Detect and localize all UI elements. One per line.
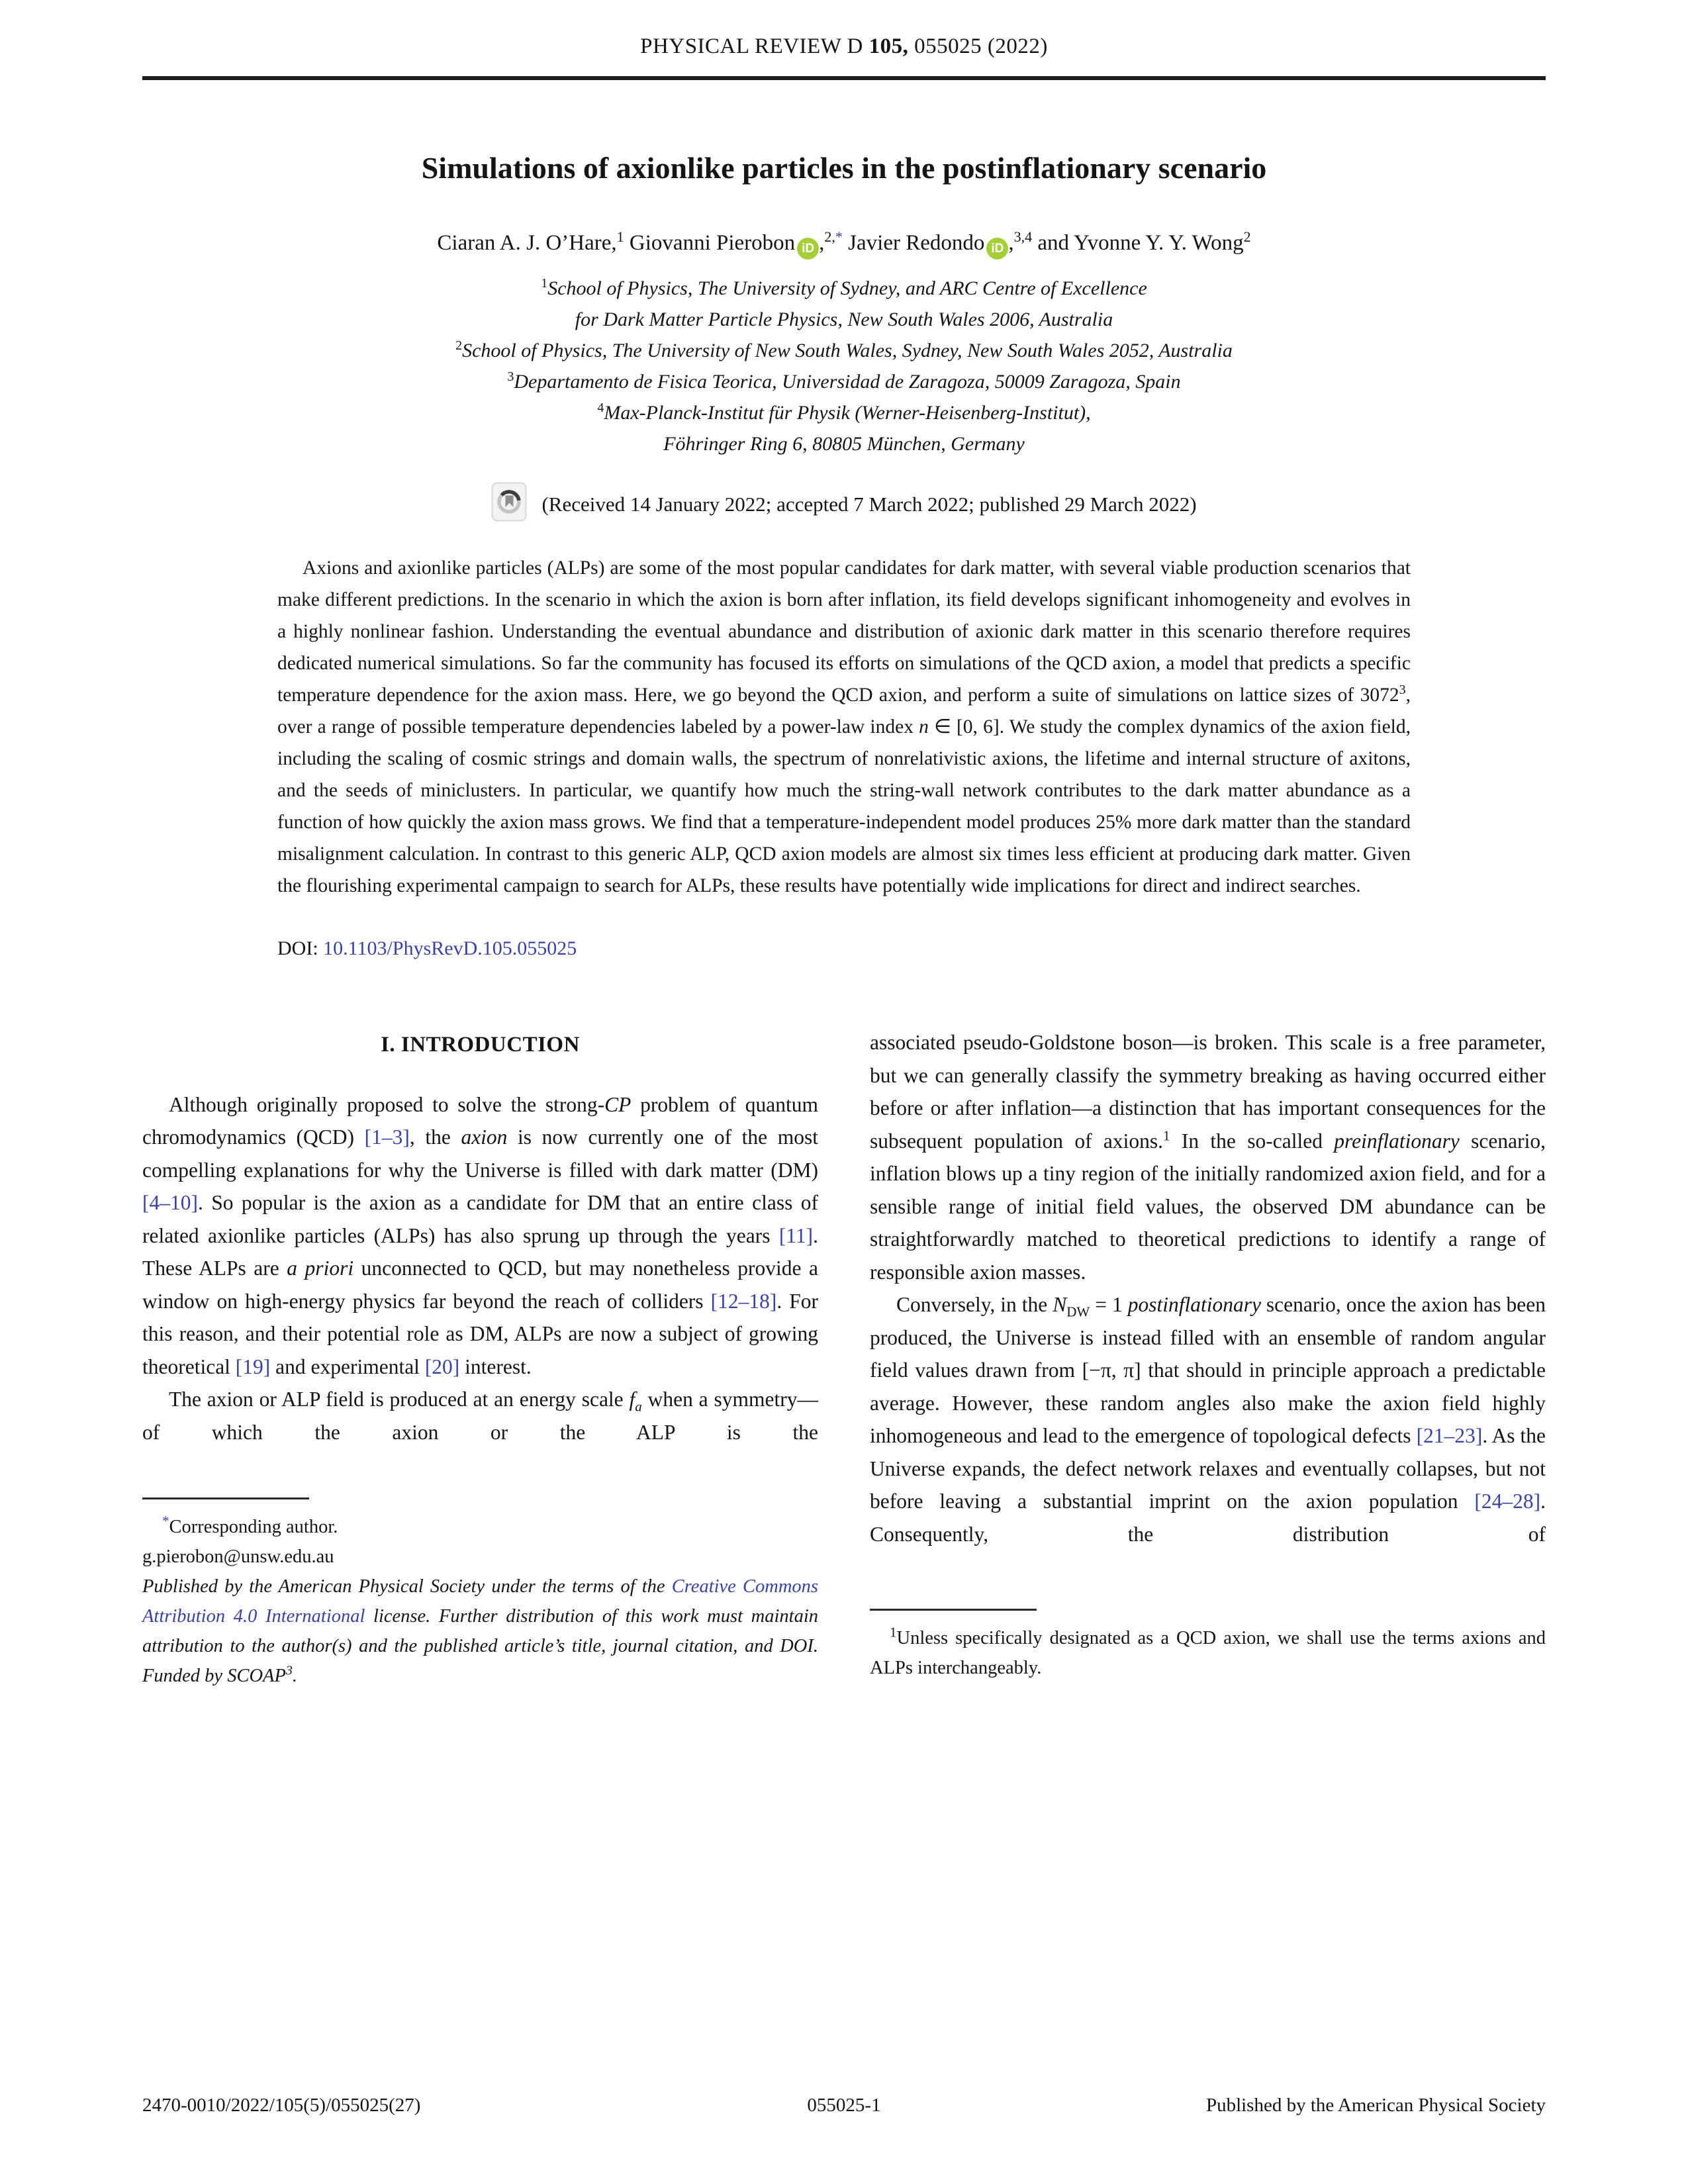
orcid-icon[interactable]: iD (797, 238, 819, 260)
right-paragraph-1 (870, 1026, 1546, 1288)
body-text: . Consequently, the distribution of (870, 1490, 1546, 1546)
author-affiliation-mark: 2 (1243, 228, 1251, 245)
body-text: scenario, inflation blows up a tiny region of the initially randomized axion field, and for a sensible range of initial field values, the observed DM abundance can be straightforwardly matched to theoretical predictions to identify a range of responsible axion masses. (870, 1129, 1546, 1284)
reference-link[interactable]: [12–18] (710, 1289, 777, 1313)
affiliation-line (142, 366, 1546, 397)
math-subscript: DW (1066, 1304, 1090, 1320)
footnote-text: Corresponding author. (169, 1517, 338, 1537)
footnote-1 (870, 1624, 1546, 1683)
author-separator: , (611, 231, 617, 255)
affiliation-mark: 2 (455, 338, 463, 353)
journal-name: PHYSICAL REVIEW D (640, 34, 869, 58)
doi-label: DOI: (277, 937, 324, 959)
affiliation-line (142, 428, 1546, 459)
intro-paragraph-2 (142, 1383, 818, 1448)
author-name: Ciaran A. J. O’Hare (437, 231, 612, 255)
body-text: . As the Universe expands, the defect network relaxes and eventually collapses, but not before leaving a substantial imprint on the axion population (870, 1424, 1546, 1513)
doi-line (277, 937, 1546, 960)
orcid-icon[interactable]: iD (986, 238, 1008, 260)
intro-paragraph-1 (142, 1088, 818, 1384)
body-text-italic: CP (604, 1092, 632, 1116)
body-text: Although originally proposed to solve the strong- (169, 1092, 605, 1116)
body-text: In the so-called (1170, 1129, 1335, 1153)
received-text: (Received 14 January 2022; accepted 7 March 2022; published 29 March 2022) (541, 493, 1197, 516)
corresponding-author-mark[interactable]: * (835, 228, 843, 245)
body-text-italic: preinflationary (1334, 1129, 1460, 1153)
abstract-text: ∈ [0, 6]. We study the complex dynamics of the axion field, including the scaling of cosmic strings and domain walls, the spectrum of nonrelativistic axions, the lifetime and internal structure of axitons, and the seeds of miniclusters. In particular, we quantify how much the string-wall network contributes to the dark matter abundance as a function of how quickly the axion mass grows. We find that a temperature-independent model produces 25% more dark matter than the standard misalignment calculation. In contrast to this generic ALP, QCD axion models are almost six times less efficient at producing dark matter. Given the flourishing experimental campaign to search for ALPs, these results have potentially wide implications for direct and indirect searches. (277, 716, 1411, 896)
math-variable: n (919, 716, 929, 737)
affiliation-text: School of Physics, The University of Sydney, and ARC Centre of Excellence (547, 277, 1147, 299)
affiliation-text: Departamento de Fisica Teorica, Universidad de Zaragoza, 50009 Zaragoza, Spain (514, 371, 1181, 393)
license-text: license. Further distribution of this work must maintain attribution to the author(s) and the published article’s title, journal citation, and DOI. Funded by SCOAP (142, 1606, 818, 1686)
left-footnote-area (142, 1497, 818, 1691)
footnote-text: Unless specifically designated as a QCD axion, we shall use the terms axions and ALPs interchangeably. (870, 1628, 1546, 1678)
doi-link[interactable]: 10.1103/PhysRevD.105.055025 (323, 937, 577, 959)
footnote-reference-mark[interactable]: 1 (1163, 1127, 1170, 1143)
right-column (870, 1026, 1546, 1691)
running-head (142, 34, 1546, 59)
license-link[interactable]: Creative Commons Attribution 4.0 International (142, 1576, 818, 1627)
affiliation-line (142, 304, 1546, 335)
page-footer (142, 2095, 1546, 2116)
footnote-line (870, 1624, 1546, 1683)
affiliation-mark: 3 (507, 369, 514, 384)
license-text: Published by the American Physical Society under the terms of the (142, 1576, 672, 1597)
body-text: associated pseudo-Goldstone boson—is broken. This scale is a free parameter, but we can generally classify the symmetry breaking as having occurred either before or after inflation—a distinction that has important consequences for the subsequent population of axions. (870, 1031, 1546, 1153)
author-separator: , (819, 231, 825, 255)
footnote-star-mark: * (162, 1513, 169, 1529)
corresponding-email[interactable]: g.pierobon@unsw.edu.au (142, 1546, 334, 1567)
reference-link[interactable]: [24–28] (1474, 1490, 1541, 1513)
affiliation-line (142, 273, 1546, 304)
affiliation-mark: 1 (541, 276, 548, 291)
journal-volume: 105, (868, 34, 909, 58)
body-text: unconnected to QCD, but may nonetheless provide a window on high-energy physics far beyond the reach of colliders (142, 1257, 818, 1313)
math-subscript: a (635, 1398, 642, 1415)
reference-link[interactable]: [21–23] (1416, 1424, 1483, 1447)
journal-issue: 055025 (2022) (908, 34, 1048, 58)
math-variable: f (629, 1388, 635, 1411)
page-title: Simulations of axionlike particles in the postinflationary scenario (421, 151, 1267, 185)
license-statement (142, 1572, 818, 1691)
reference-link[interactable]: [20] (424, 1354, 460, 1378)
body-text: . These ALPs are (142, 1223, 818, 1280)
header-rule (142, 76, 1546, 80)
affiliation-line (142, 397, 1546, 428)
body-text: . So popular is the axion as a candidate for DM that an entire class of related axionlike particles (ALPs) has also sprung up through the years (142, 1191, 818, 1247)
footnote-number-mark: 1 (890, 1624, 897, 1640)
author-name: Yvonne Y. Y. Wong (1074, 231, 1244, 255)
author-space (843, 231, 848, 255)
math-variable: N (1053, 1293, 1067, 1316)
affiliation-mark: 4 (597, 401, 604, 415)
author-name: Giovanni Pierobon (629, 231, 796, 255)
footnote-line (142, 1513, 818, 1543)
body-text: problem of quantum chromodynamics (QCD) (142, 1092, 818, 1149)
affiliation-line (142, 335, 1546, 366)
author-separator: , (1008, 231, 1014, 255)
received-line (142, 482, 1546, 527)
body-text-italic: axion (461, 1125, 508, 1149)
abstract (277, 552, 1411, 902)
author-space (624, 231, 630, 255)
license-text: . (292, 1666, 297, 1686)
corresponding-author-footnote (142, 1513, 818, 1572)
footnote-divider (142, 1497, 309, 1499)
body-text: when a symmetry—of which the axion or the ALP is the (142, 1388, 818, 1444)
abstract-text: Axions and axionlike particles (ALPs) are some of the most popular candidates for dark matter, with several viable production scenarios that make different predictions. In the scenario in which the axion is born after inflation, its field develops significant inhomogeneity and evolves in a highly nonlinear fashion. Understanding the eventual abundance and distribution of axionic dark matter in this scenario therefore requires dedicated numerical simulations. So far the community has focused its efforts on simulations of the QCD axion, a model that predicts a specific temperature dependence for the axion mass. Here, we go beyond the QCD axion, and perform a suite of simulations on lattice sizes of 3072 (277, 557, 1411, 706)
license-superscript: 3 (285, 1663, 293, 1678)
right-paragraph-2 (870, 1288, 1546, 1550)
footnote-divider (870, 1609, 1037, 1611)
reference-link[interactable]: [4–10] (142, 1191, 198, 1214)
affiliation-text: Föhringer Ring 6, 80805 München, Germany (663, 433, 1025, 455)
body-columns (142, 1026, 1546, 1691)
author-name: Javier Redondo (848, 231, 985, 255)
affiliation-text: for Dark Matter Particle Physics, New South Wales 2006, Australia (575, 309, 1113, 330)
body-text: , the (409, 1125, 461, 1149)
affiliation-text: School of Physics, The University of New South Wales, Sydney, New South Wales 2052, Australia (462, 340, 1233, 361)
author-affiliation-mark: 1 (616, 228, 624, 245)
affiliations (142, 273, 1546, 459)
abstract-text: , over a range of possible temperature dependencies labeled by a power-law index (277, 685, 1411, 737)
body-text-italic: postinflationary (1127, 1293, 1261, 1316)
body-text: The axion or ALP field is produced at an energy scale (169, 1388, 630, 1411)
section-heading-introduction: I. INTRODUCTION (381, 1033, 580, 1057)
reference-link[interactable]: [1–3] (364, 1125, 410, 1149)
reference-link[interactable]: [11] (778, 1223, 814, 1247)
body-text: = 1 (1090, 1293, 1128, 1316)
body-text: is now currently one of the most compelling explanations for why the Universe is filled with dark matter (DM) (142, 1125, 819, 1182)
body-text: and experimental (270, 1354, 425, 1378)
publisher-note: Published by the American Physical Society (1205, 2095, 1546, 2116)
author-affiliation-mark: 2, (824, 228, 835, 245)
right-footnote-area (870, 1609, 1546, 1683)
affiliation-text: Max-Planck-Institut für Physik (Werner-Heisenberg-Institut), (604, 402, 1091, 424)
author-line (142, 228, 1546, 260)
author-prefix: and (1037, 231, 1074, 255)
crossmark-update-icon[interactable] (491, 482, 527, 527)
body-text: scenario, once the axion has been produced, the Universe is instead filled with an ensemble of random angular field values drawn from [−π, π] that should in principle approach a predictable average. However, these random angles also make the axion field highly inhomogeneous and lead to the emergence of topological defects (870, 1293, 1546, 1447)
page-number: 055025-1 (807, 2095, 881, 2116)
reference-link[interactable]: [19] (235, 1354, 271, 1378)
body-text-italic: a priori (287, 1257, 354, 1280)
body-text: . For this reason, and their potential role as DM, ALPs are now a subject of growing theoretical (142, 1289, 819, 1378)
issn-code: 2470-0010/2022/105(5)/055025(27) (142, 2095, 421, 2116)
body-text: Conversely, in the (896, 1293, 1053, 1316)
author-affiliation-mark: 3,4 (1013, 228, 1033, 245)
left-column (142, 1026, 818, 1691)
body-text: interest. (459, 1354, 532, 1378)
abstract-superscript: 3 (1399, 683, 1406, 698)
